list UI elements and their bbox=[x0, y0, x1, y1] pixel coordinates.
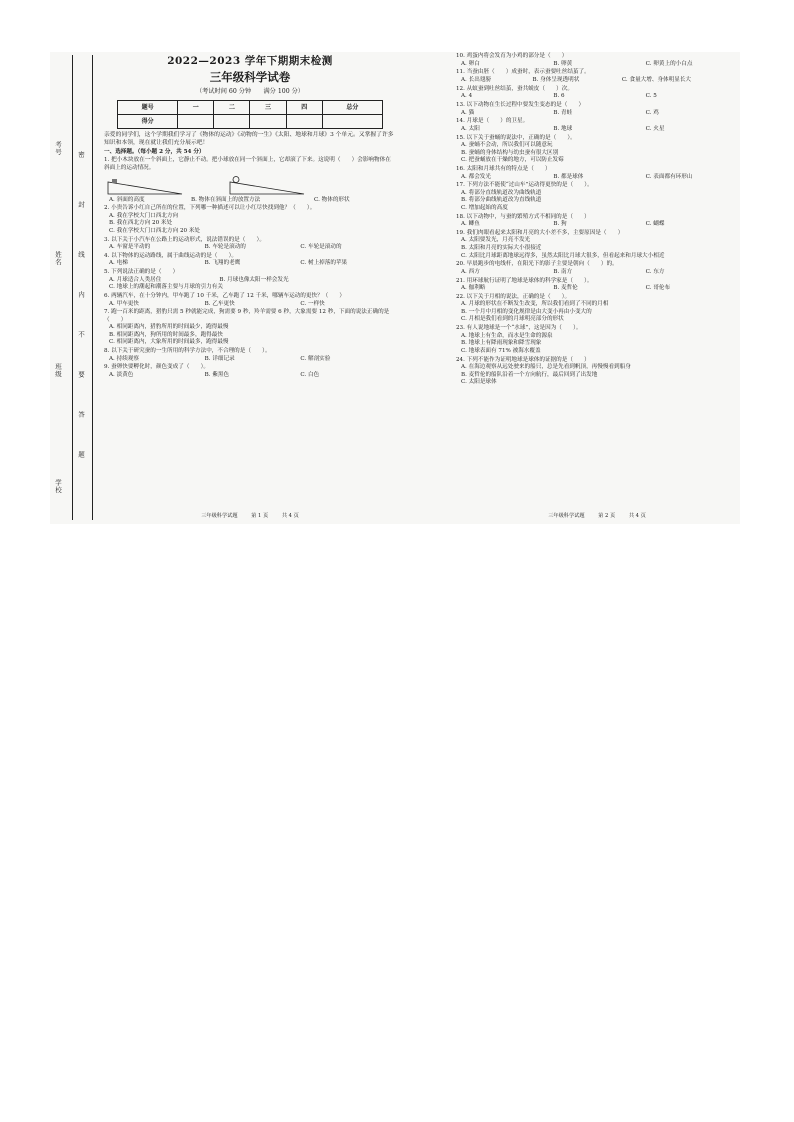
options-row bbox=[104, 372, 396, 380]
option[interactable]: C. 5 bbox=[645, 93, 657, 100]
option[interactable]: A. 甲车更快 bbox=[109, 300, 139, 307]
option[interactable]: B. 地球上有降雨现象和降雪现象 bbox=[461, 340, 542, 347]
score-header-cell: 一 bbox=[178, 101, 214, 115]
option[interactable]: A. 地球上有生命，而水是生命的源泉 bbox=[461, 332, 553, 339]
option[interactable]: C. 把蚕蛹放在干燥的地方，可以防止发霉 bbox=[461, 157, 564, 164]
option[interactable]: A. 相同距离内，猎豹所用的时间最少，跑得最慢 bbox=[109, 324, 229, 331]
score-header-cell: 题号 bbox=[118, 101, 178, 115]
seal-mark: 题 bbox=[77, 451, 85, 458]
option[interactable]: B. 地球 bbox=[553, 125, 573, 132]
question-stem: 12. 从蚁蚕到吐丝结茧，蚕共蜕皮（ ）次。 bbox=[456, 85, 573, 92]
option[interactable]: C. 相同距离内，大象所用的时间最多，跑得最慢 bbox=[109, 339, 229, 346]
option[interactable]: B. 6 bbox=[553, 93, 565, 100]
margin-field-class: 班级 bbox=[54, 363, 62, 378]
question-15 bbox=[456, 135, 738, 165]
option[interactable]: C. 东方 bbox=[645, 268, 665, 275]
seal-mark: 答 bbox=[77, 411, 85, 418]
option[interactable]: B. 一个月中月相的变化规律是由大变小再由小变大的 bbox=[461, 308, 592, 315]
option[interactable]: B. 青蛙 bbox=[553, 109, 573, 116]
ball-icon bbox=[233, 176, 239, 182]
margin-field-school: 学校 bbox=[54, 479, 62, 494]
question-9 bbox=[104, 364, 396, 379]
option[interactable]: B. 卵黄 bbox=[553, 60, 573, 67]
option[interactable]: C. 鸡 bbox=[645, 109, 659, 116]
option[interactable]: B. 将部分曲线轨道改为直线轨道 bbox=[461, 197, 542, 204]
question-23 bbox=[456, 325, 738, 355]
footer-subject: 三年级科学试题 bbox=[201, 512, 238, 519]
score-cell[interactable] bbox=[250, 115, 286, 129]
option[interactable]: C. 食量大增、身体明显长大 bbox=[621, 77, 692, 84]
option[interactable]: A. 伽利略 bbox=[461, 285, 486, 292]
score-cell[interactable] bbox=[214, 115, 250, 129]
question-8 bbox=[104, 348, 396, 363]
question-16 bbox=[456, 166, 738, 181]
question-stem: 23. 有人说地球是一个“水球”，这是因为（ ）。 bbox=[456, 325, 582, 332]
option[interactable]: B. 物体在斜面上的放置方法 bbox=[191, 196, 261, 203]
option[interactable]: C. 太阳是球体 bbox=[461, 379, 497, 386]
option[interactable]: C. 一样快 bbox=[300, 300, 325, 307]
options-row bbox=[456, 285, 738, 293]
question-stem: 16. 太阳和月球共有的特点是（ ） bbox=[456, 165, 551, 172]
option[interactable]: B. 身体呈现透明状 bbox=[532, 77, 580, 84]
question-stem: 15. 以下关于蚕蛹的说法中，正确的是（ ）。 bbox=[456, 134, 576, 141]
score-cell[interactable] bbox=[178, 115, 214, 129]
option[interactable]: A. 将部分直线轨道改为曲线轨道 bbox=[461, 189, 542, 196]
page-footer bbox=[456, 513, 738, 520]
option[interactable]: A. 长出翅膀 bbox=[461, 77, 491, 84]
question-stem: 3. 以下关于小汽车在公路上的运动形式，说法错误的是（ ）。 bbox=[104, 236, 265, 243]
option[interactable]: A. 淡黄色 bbox=[109, 372, 134, 379]
score-table bbox=[117, 100, 383, 129]
options-row bbox=[456, 269, 738, 277]
page-footer bbox=[104, 513, 396, 520]
question-10 bbox=[456, 53, 738, 68]
option[interactable]: B. 麦哲伦 bbox=[553, 285, 578, 292]
options-row bbox=[456, 126, 738, 134]
question-4 bbox=[104, 253, 396, 268]
option[interactable]: C. 月相是我们看到的月球明亮部分的形状 bbox=[461, 316, 564, 323]
margin-field-name: 姓名 bbox=[54, 251, 62, 266]
question-stem: 20. 早晨跑步的电线杆，在阳光下的影子主要是朝向（ ）的。 bbox=[456, 261, 618, 268]
question-stem: 10. 鸡蛋内将会发育为小鸡的部分是（ ） bbox=[456, 53, 568, 60]
option[interactable]: C. 车轮是滚动的 bbox=[300, 244, 342, 251]
option[interactable]: C. 蝴蝶 bbox=[645, 221, 665, 228]
option[interactable]: A. 持续观察 bbox=[109, 355, 139, 362]
option[interactable]: C. 地球表面有 71% 被海水覆盖 bbox=[461, 347, 541, 354]
options-row bbox=[456, 174, 738, 182]
option[interactable]: A. 都会发光 bbox=[461, 173, 491, 180]
question-13 bbox=[456, 102, 738, 117]
question-22 bbox=[456, 294, 738, 324]
seal-mark: 内 bbox=[77, 291, 85, 298]
question-stem: 11. 当蚕由胚（ ）成蚕时，表示蚕要吐丝结茧了。 bbox=[456, 69, 590, 76]
seal-mark: 密 bbox=[77, 151, 85, 158]
question-11 bbox=[456, 69, 738, 84]
exam-page-1 bbox=[104, 52, 396, 522]
footer-page-number: 第 1 页 bbox=[251, 512, 269, 519]
option[interactable]: B. 月球也像太阳一样会发光 bbox=[219, 276, 289, 283]
score-row-label: 得分 bbox=[118, 115, 178, 129]
score-header-cell: 四 bbox=[286, 101, 322, 115]
option[interactable]: A. 太阳要发光，月亮不发光 bbox=[461, 237, 531, 244]
question-17 bbox=[456, 182, 738, 212]
question-21 bbox=[456, 278, 738, 293]
question-stem: 1. 把小木块放在一个斜面上，它静止不动。把小球放在同一个斜面上，它却滚了下来。这说明（ ）会影响物体在斜面上的运动情况。 bbox=[104, 157, 391, 171]
score-table-header-row bbox=[118, 101, 383, 115]
option[interactable]: B. 详细记录 bbox=[204, 355, 235, 362]
option[interactable]: A. 车窗是平动的 bbox=[109, 244, 151, 251]
option[interactable]: C. 树上掉落的苹果 bbox=[300, 260, 348, 267]
footer-subject: 三年级科学试题 bbox=[548, 512, 585, 519]
options-row bbox=[456, 221, 738, 229]
incline-left bbox=[108, 182, 182, 194]
option[interactable]: A. 电梯 bbox=[109, 260, 128, 267]
slope-diagram bbox=[104, 174, 396, 196]
question-stem: 19. 我们肉眼看起来太阳和月亮的大小差不多，主要原因是（ ） bbox=[456, 229, 624, 236]
option[interactable]: B. 我在西北方向 20 米处 bbox=[109, 220, 173, 227]
wood-block-icon bbox=[112, 179, 117, 183]
footer-page-total: 共 4 页 bbox=[281, 512, 299, 519]
question-1 bbox=[104, 157, 396, 204]
option[interactable]: B. 狗 bbox=[553, 221, 567, 228]
option[interactable]: B. 相同距离内，狗所用的时间最多，跑得最快 bbox=[109, 331, 223, 338]
option[interactable]: C. 表面都有环形山 bbox=[645, 173, 693, 180]
seal-line-outer bbox=[72, 55, 73, 520]
question-stem: 8. 以下关于研究蚕的一生所用的科学方法中，不合理的是（ ）。 bbox=[104, 348, 271, 355]
score-cell[interactable] bbox=[286, 115, 322, 129]
option[interactable]: C. 物体的形状 bbox=[314, 196, 350, 203]
option[interactable]: A. 月球适合人类居住 bbox=[109, 276, 162, 283]
score-cell[interactable] bbox=[322, 115, 382, 129]
exam-subtitle: 三年级科学试卷 bbox=[209, 70, 291, 85]
option[interactable]: C. 火星 bbox=[645, 125, 665, 132]
question-stem: 5. 下列说法正确的是（ ） bbox=[104, 269, 179, 276]
exam-title: 2022—2023 学年下期期末检测 bbox=[167, 55, 333, 67]
question-19 bbox=[456, 230, 738, 260]
options-row bbox=[104, 356, 396, 364]
option[interactable]: B. 南方 bbox=[553, 268, 573, 275]
question-stem: 14. 月球是（ ）的卫星。 bbox=[456, 118, 529, 125]
question-24 bbox=[456, 357, 738, 387]
option[interactable]: B. 蚕蛹的身体结构与幼虫蚕有很大区别 bbox=[461, 149, 559, 156]
option[interactable]: A. 卵白 bbox=[461, 60, 480, 67]
seal-mark: 线 bbox=[77, 251, 85, 258]
question-5 bbox=[104, 269, 396, 292]
option[interactable]: A. 太阳 bbox=[461, 125, 480, 132]
footer-page-total: 共 4 页 bbox=[628, 512, 646, 519]
options-row bbox=[456, 93, 738, 101]
option[interactable]: A. 月球的形状在不断发生改变，所以我们看到了不同的月相 bbox=[461, 301, 609, 308]
option[interactable]: A. 猫 bbox=[461, 109, 475, 116]
option[interactable]: A. 蚕蛹不会动，所以我们可以随意玩 bbox=[461, 142, 553, 149]
option[interactable]: A. 在海边观察从远处驶来的船只，总是先看到帆顶，再慢慢看到船身 bbox=[461, 364, 631, 371]
question-7 bbox=[104, 309, 396, 347]
binding-margin bbox=[52, 55, 98, 520]
incline-figures bbox=[104, 174, 344, 196]
score-header-cell: 二 bbox=[214, 101, 250, 115]
seal-mark: 不 bbox=[77, 331, 85, 338]
option[interactable]: B. 乙车更快 bbox=[204, 300, 235, 307]
section-heading: 一、选择题。（每小题 2 分，共 54 分） bbox=[104, 148, 205, 155]
question-12 bbox=[456, 86, 738, 101]
question-stem: 2. 小贵告诉小红自己所在的位置，下列哪一种描述可以让小红尽快找到他？（ ）。 bbox=[104, 205, 316, 212]
question-18 bbox=[456, 214, 738, 229]
option[interactable]: C. 卵黄上的小白点 bbox=[645, 60, 693, 67]
option[interactable]: B. 飞翔的老鹰 bbox=[204, 260, 241, 267]
option[interactable]: A. 西方 bbox=[461, 268, 480, 275]
option[interactable]: C. 白色 bbox=[300, 372, 320, 379]
seal-line-inner bbox=[92, 55, 93, 520]
question-stem: 4. 以下物体的运动路线，属于曲线运动的是（ ）。 bbox=[104, 252, 237, 259]
option[interactable]: A. 斜面的高度 bbox=[109, 196, 145, 203]
question-stem: 22. 以下关于月相的说法，正确的是（ ）。 bbox=[456, 293, 571, 300]
option[interactable]: C. 我在学校大门口西北方向 20 米处 bbox=[109, 227, 201, 234]
question-stem: 7. 跑一百米的距离，猎豹只需 5 秒就能完成，狗需要 9 秒，羚羊需要 6 秒，大象需要 12 秒，下面的说法正确的是（ ） bbox=[104, 309, 390, 323]
question-stem: 9. 蚕卵快要孵化时，颜色变成了（ ）。 bbox=[104, 364, 210, 371]
options-row bbox=[104, 197, 396, 205]
options-row bbox=[456, 110, 738, 118]
options-row bbox=[456, 77, 738, 85]
score-table-score-row bbox=[118, 115, 383, 129]
option[interactable]: C. 解剖实验 bbox=[300, 355, 331, 362]
question-14 bbox=[456, 118, 738, 133]
seal-mark: 封 bbox=[77, 201, 85, 208]
exam-info: （考试时间 60 分钟 满分 100 分） bbox=[196, 87, 304, 95]
option[interactable]: B. 都是球体 bbox=[553, 173, 584, 180]
question-20 bbox=[456, 261, 738, 276]
option[interactable]: B. 太阳和月亮的实际大小很接近 bbox=[461, 245, 542, 251]
question-stem: 6. 两辆汽车，在十分钟内，甲车跑了 10 千米，乙车跑了 12 千米，哪辆车运动的更快？（ ） bbox=[104, 293, 346, 299]
incline-right bbox=[230, 182, 304, 194]
options-row bbox=[104, 260, 396, 268]
option[interactable]: B. 麦哲伦的船队沿着一个方向航行，最后回到了出发地 bbox=[461, 371, 598, 378]
option[interactable]: C. 哥伦布 bbox=[645, 285, 671, 292]
option[interactable]: A. 4 bbox=[461, 93, 473, 100]
exam-page-2 bbox=[456, 52, 738, 522]
intro-text: 亲爱的同学们，这个学期我们学习了《物体的运动》《动物的一生》《太阳、地球和月球》3 个单元。又掌握了许多知识和本领，现在就让我们充分展示吧！ bbox=[104, 132, 394, 146]
question-stem: 21. 用环球航行证明了地球是球体的科学家是（ ）。 bbox=[456, 277, 593, 284]
options-row bbox=[456, 61, 738, 69]
question-stem: 24. 下列不能作为证明地球是球体的证据的是（ ） bbox=[456, 356, 590, 363]
question-6 bbox=[104, 293, 396, 308]
option[interactable]: C. 地球上的潮起和潮落主要与月球的引力有关 bbox=[109, 284, 223, 291]
options-row bbox=[104, 301, 396, 309]
question-2 bbox=[104, 205, 396, 235]
option[interactable]: A. 我在学校大门口西北方向 bbox=[109, 212, 179, 219]
question-3 bbox=[104, 237, 396, 252]
option[interactable]: A. 鲫鱼 bbox=[461, 221, 480, 228]
question-stem: 13. 以下动物在生长过程中要发生变态的是（ ） bbox=[456, 102, 585, 109]
score-header-cell: 三 bbox=[250, 101, 286, 115]
score-header-cell: 总分 bbox=[322, 101, 382, 115]
option[interactable]: C. 太阳比月球距离地球远得多，虽然太阳比月球大很多，但看起来和月球大小相近 bbox=[461, 252, 665, 259]
question-stem: 17. 下列方法不能使“过山车”运动得更快的是（ ）。 bbox=[456, 182, 593, 189]
option[interactable]: C. 增加起始的高度 bbox=[461, 204, 508, 211]
footer-page-number: 第 2 页 bbox=[598, 512, 616, 519]
option[interactable]: B. 车轮是滚动的 bbox=[204, 244, 246, 251]
option[interactable]: B. 紫黑色 bbox=[204, 372, 230, 379]
margin-field-exam-number: 考号 bbox=[54, 141, 62, 156]
options-row bbox=[104, 244, 396, 252]
question-stem: 18. 以下动物中，与蚕的繁殖方式不相同的是（ ） bbox=[456, 213, 590, 220]
seal-mark: 要 bbox=[77, 371, 85, 378]
